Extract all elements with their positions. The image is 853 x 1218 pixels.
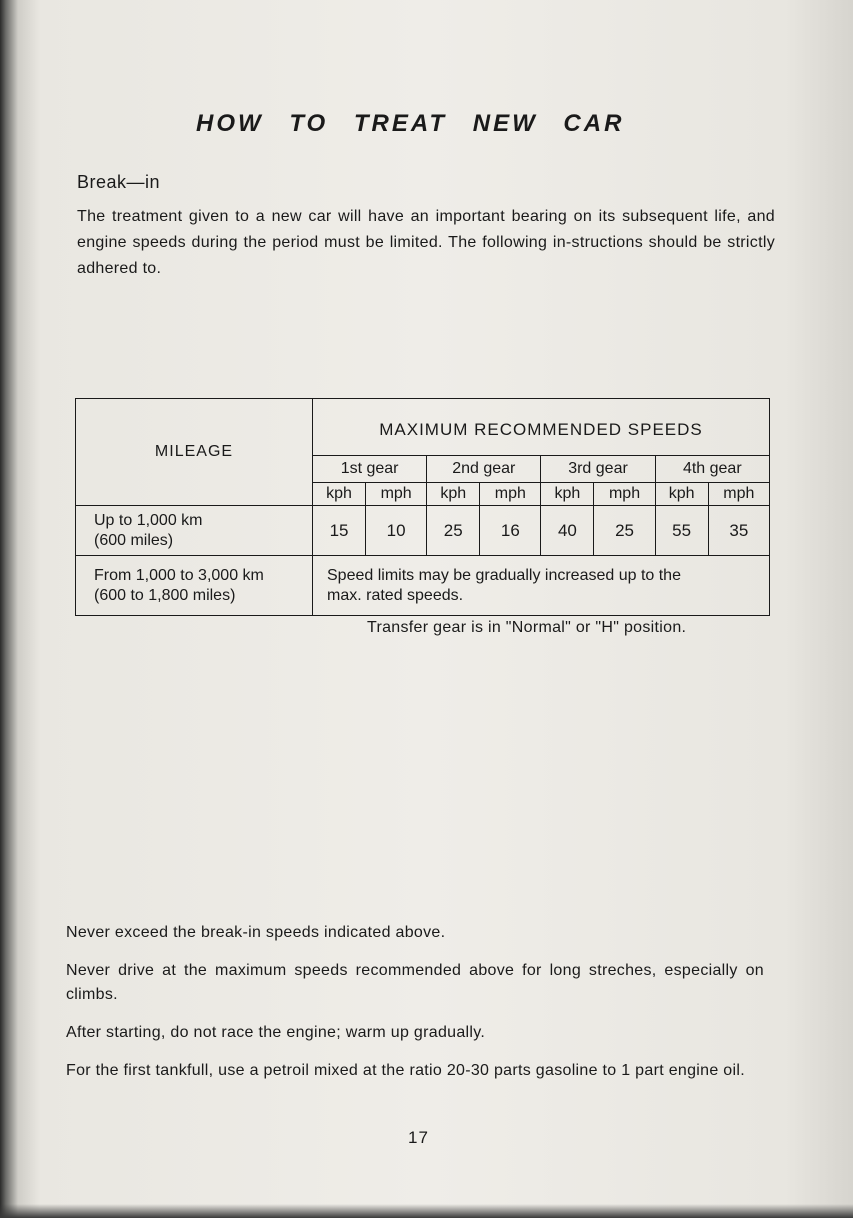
mileage-cell (76, 506, 313, 556)
unit-kph: kph (541, 483, 594, 506)
transfer-gear-note: Transfer gear is in "Normal" or "H" position. (367, 619, 687, 636)
page-title: HOW TO TREAT NEW CAR (196, 110, 625, 137)
unit-mph: mph (480, 483, 541, 506)
unit-kph: kph (313, 483, 366, 506)
speed-limit-note: Speed limits may be gradually increased up to the max. rated speeds. (313, 556, 770, 616)
speed-value: 16 (480, 506, 541, 556)
mileage-miles: (600 miles) (94, 531, 174, 549)
mileage-cell (76, 556, 313, 616)
rule-item: Never drive at the maximum speeds recommended above for long streches, especially on climbs. (66, 962, 764, 1003)
speed-value: 10 (366, 506, 427, 556)
gear-header: 4th gear (655, 456, 769, 483)
page-number: 17 (408, 1128, 429, 1147)
rule-item: Never exceed the break-in speeds indicated above. (66, 924, 446, 941)
table-row (76, 556, 770, 616)
intro-paragraph: The treatment given to a new car will have an important bearing on its subsequent life, and engine speeds during the period must be limited. The following in-structions should be strictly adhered to. (77, 208, 775, 277)
gear-header: 1st gear (313, 456, 427, 483)
max-speeds-header: MAXIMUM RECOMMENDED SPEEDS (313, 399, 770, 456)
section-heading: Break—in (77, 172, 161, 192)
unit-mph: mph (708, 483, 769, 506)
unit-kph: kph (427, 483, 480, 506)
speed-value: 25 (594, 506, 655, 556)
break-in-rules (66, 921, 764, 1097)
speed-value: 55 (655, 506, 708, 556)
gear-header: 2nd gear (427, 456, 541, 483)
speed-value: 25 (427, 506, 480, 556)
speed-value: 35 (708, 506, 769, 556)
mileage-header: MILEAGE (76, 399, 313, 506)
mileage-miles: (600 to 1,800 miles) (94, 586, 236, 604)
table-row (76, 506, 770, 556)
mileage-km: Up to 1,000 km (94, 511, 203, 529)
gear-header: 3rd gear (541, 456, 655, 483)
speed-value: 40 (541, 506, 594, 556)
speed-table (75, 398, 770, 616)
mileage-km: From 1,000 to 3,000 km (94, 566, 264, 584)
unit-kph: kph (655, 483, 708, 506)
unit-mph: mph (594, 483, 655, 506)
speed-value: 15 (313, 506, 366, 556)
unit-mph: mph (366, 483, 427, 506)
rule-item: For the first tankfull, use a petroil mixed at the ratio 20-30 parts gasoline to 1 part engine oil. (66, 1062, 745, 1079)
rule-item: After starting, do not race the engine; warm up gradually. (66, 1024, 486, 1041)
